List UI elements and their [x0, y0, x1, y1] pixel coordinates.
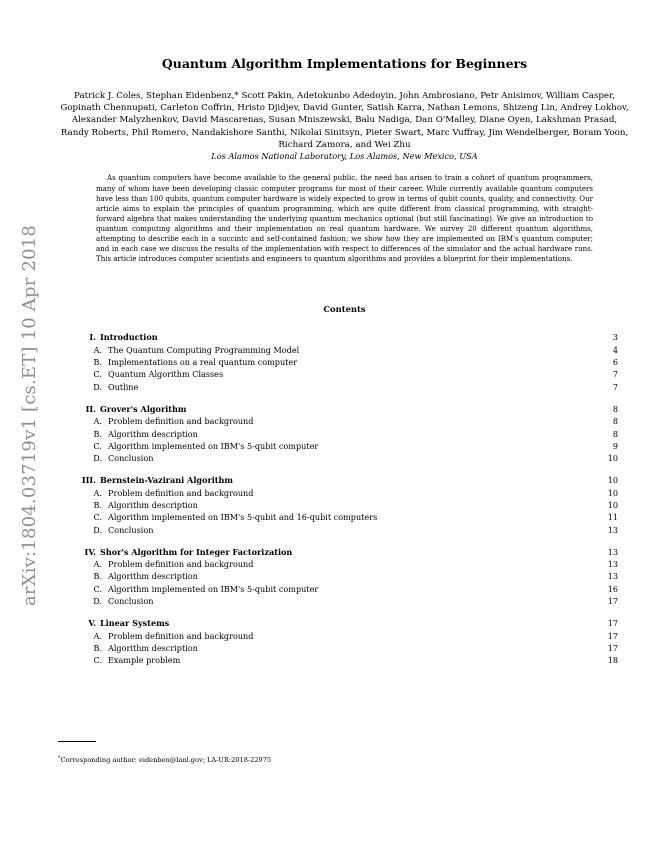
toc-page-number: 8: [612, 428, 618, 439]
footnote-divider: [58, 741, 96, 742]
toc-subsection-label: [66, 558, 253, 570]
toc-subsection[interactable]: [66, 344, 618, 356]
toc-subsection-label: [66, 642, 198, 654]
toc-page-number: 13: [607, 546, 618, 557]
toc-subsection-label: [66, 524, 153, 536]
toc-subsection-label: [66, 428, 198, 440]
paper-page: [58, 58, 631, 848]
toc-page-number: 17: [607, 618, 618, 629]
toc-page-number: 10: [607, 500, 618, 510]
toc-subsection-title: Problem definition and background: [108, 416, 254, 427]
toc-subsection-label: [66, 511, 377, 523]
toc-heading-label: [66, 617, 169, 629]
toc-heading-label: [66, 546, 292, 558]
toc-subsection-number: A.: [93, 344, 102, 355]
toc-page-number: 6: [612, 357, 618, 368]
toc-subsection[interactable]: [66, 511, 618, 523]
toc-section: [66, 546, 618, 607]
toc-subsection-label: [66, 570, 198, 582]
toc-page-number: 18: [607, 655, 618, 666]
toc-subsection-number: B.: [93, 642, 102, 653]
toc-subsection-number: C.: [93, 512, 102, 523]
toc-page-number: 10: [607, 475, 618, 486]
toc-subsection[interactable]: [66, 381, 618, 393]
toc-subsection-title: Algorithm implemented on IBM's 5-qubit and 16-qubit computers: [108, 512, 378, 523]
toc-section-heading[interactable]: [66, 546, 618, 558]
toc-subsection-title: Outline: [108, 381, 139, 392]
toc-section-heading[interactable]: [66, 331, 618, 343]
toc-section-number: I.: [89, 332, 96, 343]
toc-subsection-title: Algorithm description: [108, 571, 198, 582]
toc-subsection-title: Algorithm implemented on IBM's 5-qubit computer: [108, 440, 319, 451]
toc-page-number: 10: [607, 453, 618, 464]
toc-heading-label: [66, 474, 233, 486]
toc-subsection[interactable]: [66, 570, 618, 582]
toc-subsection-number: A.: [93, 487, 102, 498]
toc-subsection-title: Conclusion: [108, 453, 154, 464]
toc-heading-label: [66, 331, 158, 343]
toc-page-number: 3: [612, 332, 618, 343]
contents-heading: Contents: [323, 304, 366, 315]
toc-subsection-title: Conclusion: [108, 596, 154, 607]
toc-page-number: 8: [612, 416, 618, 427]
toc-subsection-label: [66, 368, 223, 380]
author-list: Patrick J. Coles, Stephan Eidenbenz,* Scott Pakin, Adetokunbo Adedoyin, John Ambrosiano, Petr Anisimov, William Casper, Gopinath Chennupati, Carleton Coffrin, Hristo Djidjev, David Gunter, Satish Karra, Nathan Lemons, Shizeng Lin, Andrey Lokhov, Alexander Malyzhenkov, David Mascarenas, Susan Mniszewski, Balu Nadiga, Dan O'Malley, Diane Oyen, Lakshman Prasad, Randy Roberts, Phil Romero, Nandakishore Santhi, Nikolai Sinitsyn, Pieter Swart, Marc Vuffray, Jim Wendelberger, Boram Yoon, Richard Zamora, and Wei Zhu: [60, 90, 629, 150]
toc-subsection[interactable]: [66, 368, 618, 380]
table-of-contents: [58, 331, 631, 666]
toc-subsection[interactable]: [66, 630, 618, 642]
toc-section-title: Grover's Algorithm: [100, 403, 187, 414]
toc-page-number: 13: [607, 571, 618, 582]
footnote-marker: *: [58, 755, 61, 761]
toc-section: [66, 403, 618, 464]
toc-section-title: Shor's Algorithm for Integer Factorization: [100, 546, 293, 557]
toc-subsection[interactable]: [66, 356, 618, 368]
toc-subsection[interactable]: [66, 415, 618, 427]
arxiv-stamp: [10, 225, 50, 605]
toc-subsection-number: C.: [93, 369, 102, 380]
toc-section-title: Bernstein-Vazirani Algorithm: [100, 475, 233, 486]
toc-subsection-label: [66, 487, 253, 499]
toc-subsection[interactable]: [66, 558, 618, 570]
arxiv-identifier: arXiv:1804.03719v1 [cs.ET] 10 Apr 2018: [19, 224, 41, 606]
toc-subsection-label: [66, 356, 297, 368]
toc-page-number: 17: [607, 630, 618, 641]
toc-subsection-title: Quantum Algorithm Classes: [108, 369, 224, 380]
toc-section-number: III.: [81, 475, 96, 486]
toc-subsection-number: D.: [93, 381, 102, 392]
toc-section-number: II.: [85, 403, 96, 414]
toc-section-heading[interactable]: [66, 617, 618, 629]
toc-subsection-number: D.: [93, 596, 102, 607]
toc-subsection-title: Example problem: [108, 655, 181, 666]
toc-page-number: 10: [607, 487, 618, 498]
toc-page-number: 4: [612, 344, 618, 355]
toc-subsection-number: A.: [93, 630, 102, 641]
toc-subsection-label: [66, 344, 299, 356]
toc-subsection[interactable]: [66, 583, 618, 595]
toc-page-number: 7: [612, 381, 618, 392]
toc-subsection[interactable]: [66, 499, 618, 511]
author-affiliation: Los Alamos National Laboratory, Los Alamos, New Mexico, USA: [211, 151, 478, 162]
toc-subsection-number: B.: [93, 500, 102, 510]
toc-subsection-number: A.: [93, 416, 102, 427]
toc-subsection-number: D.: [93, 524, 102, 535]
toc-subsection-number: B.: [93, 357, 102, 368]
toc-page-number: 8: [612, 403, 618, 414]
toc-subsection-label: [66, 381, 138, 393]
toc-subsection[interactable]: [66, 524, 618, 536]
toc-page-number: 7: [612, 369, 618, 380]
toc-subsection[interactable]: [66, 654, 618, 666]
toc-subsection-label: [66, 630, 253, 642]
toc-subsection-title: Problem definition and background: [108, 559, 254, 570]
toc-page-number: 17: [607, 642, 618, 653]
toc-section-title: Linear Systems: [100, 618, 170, 629]
toc-subsection-title: Implementations on a real quantum computer: [108, 357, 298, 368]
toc-page-number: 13: [607, 559, 618, 570]
toc-subsection-number: B.: [93, 571, 102, 582]
abstract: As quantum computers have become available to the general public, the need has arisen to train a cohort of quantum programmers, many of whom have been developing classic computer programs for most of their career. While currently available quantum computers have less than 100 qubits, quantum computer hardware is widely expected to grow in terms of qubit counts, quality, and connectivity. Our article aims to explain the principles of quantum programming, which are quite different from classical programming, with straight-forward algebra that makes understanding the underlying quantum mechanics optional (but still fascinating). We give an introduction to quantum computing algorithms and their implementation on real quantum hardware. We survey 20 different quantum algorithms, attempting to describe each in a succintc and self-contained fashion; we show how they are implemented on IBM's quantum computer; and in each case we discuss the results of the implementation with respect to differences of the simulator and the actual hardware runs. This article introduces computer scientists and engineers to quantum algorithms and provides a blueprint for their implementations.: [96, 173, 593, 263]
toc-subsection-title: Algorithm implemented on IBM's 5-qubit computer: [108, 583, 319, 594]
toc-subsection[interactable]: [66, 440, 618, 452]
toc-section-title: Introduction: [100, 332, 158, 343]
toc-subsection-label: [66, 583, 318, 595]
toc-subsection[interactable]: [66, 642, 618, 654]
toc-page-number: 9: [612, 440, 618, 451]
toc-subsection-title: Algorithm description: [108, 428, 198, 439]
toc-subsection-label: [66, 499, 198, 511]
toc-subsection-title: Algorithm description: [108, 500, 198, 510]
toc-section-heading[interactable]: [66, 403, 618, 415]
toc-subsection-number: B.: [93, 428, 102, 439]
toc-section-heading[interactable]: [66, 474, 618, 486]
toc-section: [66, 331, 618, 392]
toc-subsection-title: Conclusion: [108, 524, 154, 535]
toc-section-number: IV.: [84, 546, 96, 557]
toc-subsection[interactable]: [66, 487, 618, 499]
toc-subsection-number: A.: [93, 559, 102, 570]
toc-subsection[interactable]: [66, 595, 618, 607]
toc-section-number: V.: [88, 618, 96, 629]
toc-page-number: 16: [607, 583, 618, 594]
paper-title: Quantum Algorithm Implementations for Beginners: [161, 56, 528, 71]
toc-subsection-number: D.: [93, 453, 102, 464]
toc-subsection-label: [66, 440, 318, 452]
toc-subsection-number: C.: [93, 583, 102, 594]
toc-page-number: 13: [607, 524, 618, 535]
toc-section: [66, 474, 618, 535]
toc-subsection[interactable]: [66, 452, 618, 464]
toc-subsection-title: Algorithm description: [108, 642, 198, 653]
toc-subsection-label: [66, 654, 180, 666]
toc-subsection-label: [66, 415, 253, 427]
toc-subsection-title: Problem definition and background: [108, 487, 254, 498]
toc-subsection-title: Problem definition and background: [108, 630, 254, 641]
toc-subsection-number: C.: [93, 440, 102, 451]
toc-subsection-label: [66, 595, 153, 607]
toc-heading-label: [66, 403, 186, 415]
toc-subsection-title: The Quantum Computing Programming Model: [108, 344, 300, 355]
corresponding-author-footnote: [58, 756, 271, 764]
toc-page-number: 17: [607, 596, 618, 607]
toc-subsection-number: C.: [93, 655, 102, 666]
toc-subsection[interactable]: [66, 428, 618, 440]
toc-page-number: 11: [607, 512, 618, 523]
footnote-text: Corresponding author: eidenben@lanl.gov; LA-UR:2018-22975: [60, 756, 272, 765]
toc-section: [66, 617, 618, 666]
toc-subsection-label: [66, 452, 153, 464]
